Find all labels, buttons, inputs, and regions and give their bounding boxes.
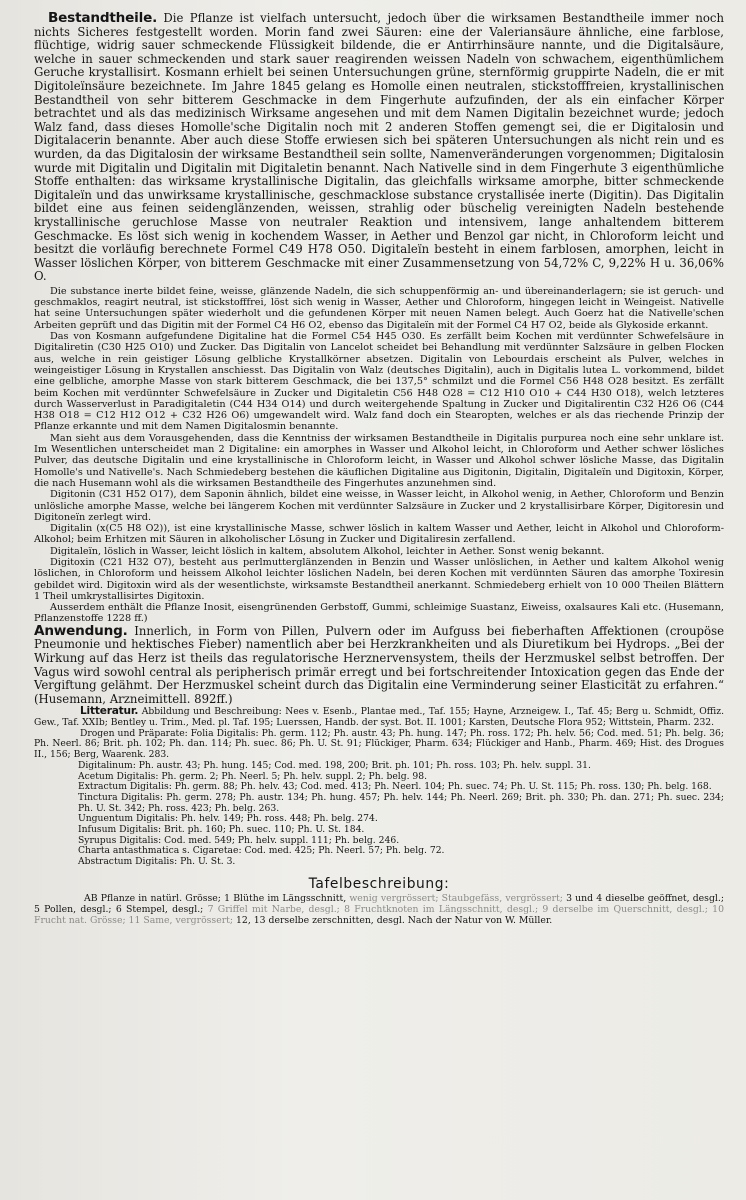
anwendung-section — [34, 622, 724, 707]
drogen-acetum: Acetum Digitalis: Ph. germ. 2; Ph. Neerl. 5; Ph. helv. suppl. 2; Ph. belg. 98. — [78, 770, 428, 782]
note-digitalein: Digitaleïn, löslich in Wasser, leicht löslich in kaltem, absolutem Alkohol, leichter in Aether. Sonst wenig bekannt. — [50, 545, 605, 557]
note-substance-inerte: Die substance inerte bildet feine, weisse, glänzende Nadeln, die sich schuppenförmig an- und übereinanderlagern; sie ist geruch- und geschmaklos, reagirt neutral, ist stickstofffrei, löst sich wenig in Wasser, Aether und Chloroform, hingegen leicht in Weingeist. Nativelle hat seine Untersuchungen später wiederholt und die gefundenen Körper mit neuen Namen belegt. Auch Goerz hat die Nativelle'schen Arbeiten geprüft und das Digitin mit der Formel C4 H6 O2, ebenso das Digitaleïn mit der Formel C4 H7 O2, beide als Glykoside erkannt. — [34, 285, 724, 331]
anwendung-heading: Anwendung. — [34, 622, 128, 639]
drogen-unguentum: Unguentum Digitalis: Ph. helv. 149; Ph. ross. 448; Ph. belg. 274. — [78, 813, 378, 825]
note-ausserdem: Ausserdem enthält die Pflanze Inosit, eisengrünenden Gerbstoff, Gummi, schleimige Suastanz, Eiweiss, oxalsaures Kali etc. (Husemann, Pflanzenstoffe 1228 ff.) — [34, 602, 724, 625]
drogen-charta: Charta antasthmatica s. Cigaretae: Cod. med. 425; Ph. Neerl. 57; Ph. belg. 72. — [78, 845, 445, 857]
drogen-extractum: Extractum Digitalis: Ph. germ. 88; Ph. helv. 43; Cod. med. 413; Ph. Neerl. 104; Ph. suec. 74; Ph. U. St. 115; Ph. ross. 130; Ph. belg. 168. — [78, 781, 712, 793]
tafel-text-c: 12, 13 derselbe zerschnitten, desgl. Nach der Natur von W. Müller. — [236, 914, 553, 926]
bestandtheile-text: Die Pflanze ist vielfach untersucht, jedoch über die wirksamen Bestandtheile immer noch nichts Sicheres festgestellt worden. Morin fand zwei Säuren: eine der Valeriansäure ähnliche, eine farblose, flüchtige, widrig sauer schmeckende Flüssigkeit bildende, die er Antirrhinsäure nannte, und die Digitalsäure, welche in sauer schmeckenden und stark sauer reagirenden weissen Nadeln von schwachem, eigenthümlichem Geruche krystallisirt. Kosmann erhielt bei seinen Untersuchungen grüne, sternförmig gruppirte Nadeln, die er mit Digitoleïnsäure bezeichnete. Im Jahre 1845 gelang es Homolle einen neutralen, stickstofffreien, krystallinischen Bestandtheil von sehr bitterem Geschmacke in dem Fingerhute aufzufinden, der als ein einfacher Körper betrachtet und als das medizinisch Wirksame angesehen und mit dem Namen Digitalin bezeichnet wurde; jedoch Walz fand, dass dieses Homolle'sche Digitalin noch mit 2 anderen Stoffen gemengt sei, die er Digitalosin und Digitalacerin benannte. Aber auch diese Stoffe erwiesen sich bei späteren Untersuchungen als nicht rein und es wurden, da das Digitalosin der wirksame Bestandtheil sein sollte, Namenveränderungen vorgenommen; Digitalosin wurde mit Digitalin und Digitalin mit Digitaletin benannt. Nach Nativelle sind in dem Fingerhute 3 eigenthümliche Stoffe enthalten: das wirksame krystallinische Digitalin, das gleichfalls wirksame amorphe, bitter schmeckende Digitaleïn und das unwirksame krystallinische, geschmacklose substance crystallisée inerte (Digitin). Das Digitalin bildet eine aus feinen seidenglänzenden, weissen, strahlig oder büschelig vereinigten Nadeln bestehende krystallinische geruchlose Masse von neutraler Reaktion und intensivem, lange anhaltendem bitterem Geschmacke. Es löst sich wenig in kochendem Wasser, in Aether und Benzol gar nicht, in Chloroform leicht und besitzt die vorläufig berechnete Formel C49 H78 O50. Digitaleïn besteht in einem farblosen, amorphen, leicht in Wasser löslichen Körper, von bitterem Geschmacke mit einer Zusammensetzung von 54,72% C, 9,22% H u. 36,06% O. — [34, 11, 724, 284]
anwendung-text: Innerlich, in Form von Pillen, Pulvern oder im Aufguss bei fieberhaften Affektionen (croupöse Pneumonie und hektisches Fieber) namentlich aber bei Herzkrankheiten und als Diuretikum bei Hydrops. „Bei der Wirkung auf das Herz ist theils das regulatorische Herznervensystem, theils der Herzmuskel selbst betroffen. Der Vagus wird sowohl central als peripherisch primär erregt und bei fortschreitender Intoxication gegen das Ende der Vergiftung gelähmt. Der Herzmuskel scheint durch das Digitalin eine Verminderung seiner Elasticität zu erfahren.“ (Husemann, Arzneimittell. 892ff.) — [34, 623, 724, 706]
note-digitalin: Digitalin (x(C5 H8 O2)), ist eine krystallinische Masse, schwer löslich in kaltem Wasser und Aether, leicht in Alkohol und Chloroform-Alkohol; beim Erhitzen mit Säuren in alkoholischer Lösung in Zucker und Digitaliresin zerfallend. — [34, 523, 724, 546]
drogen-syrupus: Syrupus Digitalis: Cod. med. 549; Ph. helv. suppl. 111; Ph. belg. 246. — [78, 834, 400, 846]
bestandtheile-section — [34, 12, 724, 284]
note-digitoxin: Digitoxin (C21 H32 O7), besteht aus perlmutterglänzenden in Benzin und Wasser unlöslichen, in Aether und kaltem Alkohol wenig löslichen, in Chloroform und heissem Alkohol leichter löslichen Nadeln, bei deren Kochen mit verdünnten Säuren das amorphe Toxiresin gebildet wird. Digitoxin wird als der wesentlichste, wirksamste Bestandtheil anerkannt. Schmiedeberg erhielt von 10 000 Theilen Blättern 1 Theil umkrystallisirtes Digitoxin. — [34, 557, 724, 602]
tafel-text — [34, 894, 724, 927]
drogen-infusum: Infusum Digitalis: Brit. ph. 160; Ph. suec. 110; Ph. U. St. 184. — [78, 824, 365, 836]
tafel-text-faint-1: wenig vergrössert; Staubgefäss, vergrössert; — [349, 892, 563, 904]
litteratur-section — [34, 706, 724, 728]
drogen-folia: Drogen und Präparate: Folia Digitalis: Ph. germ. 112; Ph. austr. 43; Ph. hung. 147; Ph. ross. 172; Ph. helv. 56; Cod. med. 51; Ph. belg. 36; Ph. Neerl. 86; Brit. ph. 102; Ph. dan. 114; Ph. suec. 86; Ph. U. St. 91; Flückiger, Pharm. 634; Flückiger and Hanb., Pharm. 469; Hist. des Drogues II., 156; Berg, Waarenk. 283. — [34, 727, 724, 761]
litteratur-text: Abbildung und Beschreibung: Nees v. Esenb., Plantae med., Taf. 155; Hayne, Arzneigew. I., Taf. 45; Berg u. Schmidt, Offiz. Gew., Taf. XXIb; Bentley u. Trim., Med. pl. Taf. 195; Luerssen, Handb. der syst. Bot. II. 1001; Karsten, Deutsche Flora 952; Wittstein, Pharm. 232. — [34, 706, 725, 729]
note-kosmann: Das von Kosmann aufgefundene Digitaline hat die Formel C54 H45 O30. Es zerfällt beim Kochen mit verdünnter Schwefelsäure in Digitaliretin (C30 H25 O10) und Zucker. Das Digitalin von Lancelot scheidet bei Behandlung mit verdünnter Salzsäure in gelben Flocken aus, welche in rein geistiger Lösung gelbliche Krystallkörner absetzen. Digitalin von Lebourdais erscheint als Pulver, welches in weingeistiger Lösung in Krystallen anschiesst. Das Digitalin von Walz (deutsches Digitalin), auch in Digitalis lutea L. vorkommend, bildet eine gelbliche, amorphe Masse von stark bitterem Geschmack, die bei 137,5° schmilzt und die Formel C56 H48 O28 besitzt. Es zerfällt beim Kochen mit verdünnter Schwefelsäure in Zucker und Digitaletin C56 H48 O28 = C12 H10 O10 + C44 H30 O18), welch letzteres durch Wasserverlust in Paradigitaletin (C44 H34 O14) und durch weitergehende Spaltung in Zucker und Digitalirentin C32 H26 O6 (C44 H38 O18 = C12 H12 O12 + C32 H26 O6) umgewandelt wird. Walz fand doch ein Stearopten, welches er als das riechende Prinzip der Pflanze erkannte und mit dem Namen Digitalosmin benannte. — [34, 331, 724, 433]
tafel-title: Tafelbeschreibung: — [308, 875, 450, 892]
litteratur-heading: Litteratur. — [80, 705, 139, 718]
drogen-tinctura: Tinctura Digitalis: Ph. germ. 278; Ph. austr. 134; Ph. hung. 457; Ph. helv. 144; Ph. Neerl. 269; Brit. ph. 330; Ph. dan. 271; Ph. suec. 234; Ph. U. St. 342; Ph. ross. 423; Ph. belg. 263. — [78, 791, 724, 814]
tafel-text-faint-2: 7 Griffel mit Narbe, desgl.; 8 Fruchtknoten im Längsschnitt, desgl.; 9 derselbe im Querschnitt, desgl.; 10 Frucht nat. Grösse; 11 Same, vergrössert; — [34, 903, 724, 926]
bestandtheile-heading: Bestandtheile. — [48, 10, 158, 26]
drogen-digitalinum: Digitalinum: Ph. austr. 43; Ph. hung. 145; Cod. med. 198, 200; Brit. ph. 101; Ph. ross. 103; Ph. helv. suppl. 31. — [78, 759, 591, 771]
tafel-text-b: 3 und 4 dieselbe geöffnet, desgl.; 5 Pollen, desgl.; 6 Stempel, desgl.; — [34, 892, 724, 915]
drogen-abstractum: Abstractum Digitalis: Ph. U. St. 3. — [78, 856, 236, 868]
drogen-list — [34, 729, 724, 868]
note-digitonin: Digitonin (C31 H52 O17), dem Saponin ähnlich, bildet eine weisse, in Wasser leicht, in Alkohol wenig, in Aether, Chloroform und Benzin unlösliche amorphe Masse, welche bei längerem Kochen mit verdünnter Salzsäure in Zucker und 2 krystallisirbare Körper, Digitoresin und Digitoneïn zerlegt wird. — [34, 489, 724, 523]
tafel-text-a: AB Pflanze in natürl. Grösse; 1 Blüthe im Längsschnitt, — [84, 892, 347, 904]
note-kenntniss: Man sieht aus dem Vorausgehenden, dass die Kenntniss der wirksamen Bestandtheile in Digitalis purpurea noch eine sehr unklare ist. Im Wesentlichen unterscheidet man 2 Digitaline: ein amorphes in Wasser und Alkohol leicht, in Chloroform und Aether schwer lösliches Pulver, das deutsche Digitalin und eine krystallinische in Chloroform leicht, in Wasser und Alkohol schwer lösliche Masse, das Digitalin Homolle's und Nativelle's. Nach Schmiedeberg bestehen die käuflichen Digitaline aus Digitonin, Digitalin, Digitaleïn und Digitoxin, Körper, die nach Husemann wohl als die wirksamen Bestandtheile des Fingerhutes anzunehmen sind. — [34, 432, 724, 489]
